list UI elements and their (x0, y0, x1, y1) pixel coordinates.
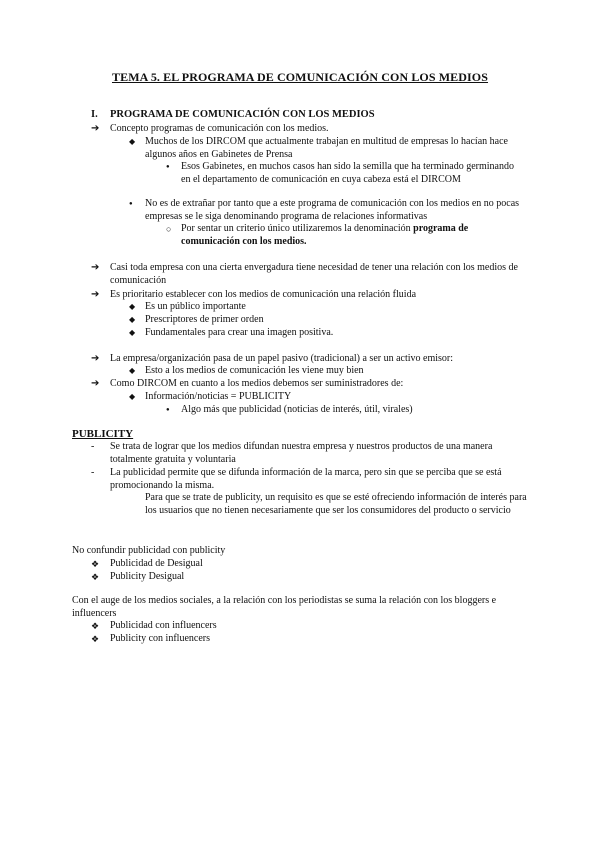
section-number: I. (91, 109, 98, 120)
arrow-bullet-icon: ➔ (91, 353, 100, 364)
arrow-bullet-icon: ➔ (91, 262, 100, 273)
dash-bullet-icon: - (91, 467, 95, 478)
list-item: Publicidad de Desigual (110, 558, 203, 569)
diamond-bullet-icon: ◆ (129, 302, 136, 311)
diamond-bullet-icon: ◆ (129, 392, 136, 401)
diamond-bullet-icon: ◆ (129, 366, 136, 375)
paragraph: No confundir publicidad con publicity (72, 545, 226, 556)
list-item: Como DIRCOM en cuanto a los medios debemos ser suministradores de: (110, 378, 404, 389)
star-bullet-icon: ❖ (91, 559, 100, 569)
list-item: Muchos de los DIRCOM que actualmente trabajan en multitud de empresas lo hacían hace algunos años en Gabinetes de Prensa (145, 136, 508, 160)
diamond-bullet-icon: ◆ (129, 328, 136, 337)
arrow-bullet-icon: ➔ (91, 378, 100, 389)
list-item: No es de extrañar por tanto que a este programa de comunicación con los medios en no pocas empresas se le siga denominando programa de relaciones informativas (145, 198, 520, 222)
paragraph: Con el auge de los medios sociales, a la relación con los periodistas se suma la relación con los bloggers e influencers (72, 595, 497, 619)
dash-bullet-icon: - (91, 441, 95, 452)
list-item: Prescriptores de primer orden (145, 314, 264, 325)
diamond-bullet-icon: ◆ (129, 137, 136, 146)
list-item: Concepto programas de comunicación con los medios. (110, 123, 329, 134)
list-item: La empresa/organización pasa de un papel pasivo (tradicional) a ser un activo emisor: (110, 353, 454, 364)
list-item: Esto a los medios de comunicación les viene muy bien (145, 365, 364, 376)
list-item: Publicidad con influencers (110, 620, 217, 631)
dot-bullet-icon: ● (166, 164, 170, 170)
list-item: Publicity Desigual (110, 571, 185, 582)
list-item: Casi toda empresa con una cierta envergadura tiene necesidad de tener una relación con los medios de comunicación (110, 262, 518, 286)
list-item: Esos Gabinetes, en muchos casos han sido la semilla que ha terminado germinando en el departamento de comunicación en cuya cabeza está el DIRCOM (181, 161, 514, 185)
star-bullet-icon: ❖ (91, 634, 100, 644)
list-item: La publicidad permite que se difunda información de la marca, pero sin que se perciba que se está promocionando la misma. (110, 467, 502, 491)
circle-bullet-icon: ○ (166, 224, 172, 234)
diamond-bullet-icon: ◆ (129, 315, 136, 324)
page-title: TEMA 5. EL PROGRAMA DE COMUNICACIÓN CON LOS MEDIOS (111, 70, 489, 84)
star-bullet-icon: ❖ (91, 621, 100, 631)
list-item: Información/noticias = PUBLICITY (145, 391, 292, 402)
list-item: Es un público importante (145, 301, 246, 312)
list-item: Se trata de lograr que los medios difundan nuestra empresa y nuestros productos de una manera totalmente gratuita y voluntaria (110, 441, 493, 465)
list-item: Algo más que publicidad (noticias de interés, útil, virales) (181, 404, 413, 415)
list-item: Fundamentales para crear una imagen positiva. (145, 327, 334, 338)
dot-bullet-icon: ● (129, 201, 133, 207)
list-item: Es prioritario establecer con los medios de comunicación una relación fluida (110, 289, 417, 300)
star-bullet-icon: ❖ (91, 572, 100, 582)
list-item: Publicity con influencers (110, 633, 210, 644)
arrow-bullet-icon: ➔ (91, 289, 100, 300)
publicity-heading: PUBLICITY (72, 428, 134, 440)
paragraph: Para que se trate de publicity, un requisito es que se esté ofreciendo información de interés para los usuarios que no tienen necesariamente que ser los consumidores del producto o servicio (145, 492, 527, 516)
list-item: Por sentar un criterio único utilizaremos la denominación programa de comunicación con los medios. (181, 223, 469, 247)
arrow-bullet-icon: ➔ (91, 123, 100, 134)
dot-bullet-icon: ● (166, 407, 170, 413)
section-heading: PROGRAMA DE COMUNICACIÓN CON LOS MEDIOS (110, 109, 375, 120)
